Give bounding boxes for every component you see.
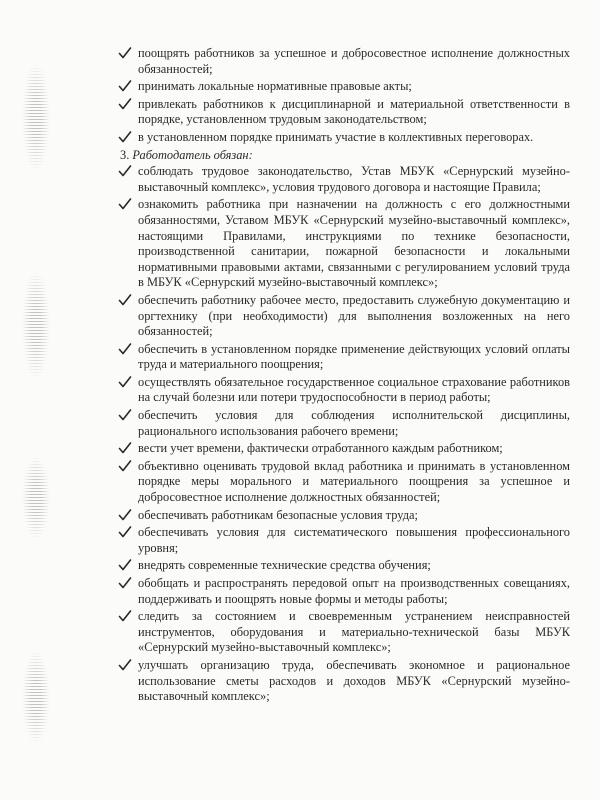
- list-item: [116, 459, 570, 506]
- checkmark-icon: [118, 46, 132, 61]
- list-item: [116, 508, 570, 524]
- list-item-text: привлекать работников к дисциплинарной и материальной ответственности в порядке, установленном трудовым законодательством;: [138, 96, 570, 127]
- scan-artifact: [22, 650, 50, 745]
- checkmark-icon: [118, 375, 132, 390]
- rights-list: [116, 46, 570, 146]
- list-item: [116, 342, 570, 373]
- duties-list: [116, 164, 570, 705]
- list-item: [116, 79, 570, 95]
- list-item-text: улучшать организацию труда, обеспечивать экономное и рациональное использование сметы расходов и доходов МБУК «Сернурский музейно-выставочный комплекс»;: [138, 657, 570, 704]
- list-item: [116, 46, 570, 77]
- section-number: 3.: [120, 147, 130, 162]
- checkmark-icon: [118, 164, 132, 179]
- list-item: [116, 197, 570, 291]
- scan-artifact: [22, 62, 50, 172]
- checkmark-icon: [118, 441, 132, 456]
- checkmark-icon: [118, 130, 132, 145]
- list-item: [116, 375, 570, 406]
- list-item-text: обеспечить работнику рабочее место, предоставить служебную документацию и оргтехнику (при необходимости) для выполнения возложенных на него обязанностей;: [138, 292, 570, 339]
- checkmark-icon: [118, 658, 132, 673]
- checkmark-icon: [118, 525, 132, 540]
- list-item-text: соблюдать трудовое законодательство, Устав МБУК «Сернурский музейно-выставочный комплекс», условия трудового договора и настоящие Правила;: [138, 164, 570, 194]
- checkmark-icon: [118, 79, 132, 94]
- list-item-text: вести учет времени, фактически отработанного каждым работником;: [138, 441, 503, 456]
- list-item-text: объективно оценивать трудовой вклад работника и принимать в установленном порядке меры морального и материального поощрения за успешное и добросовестное исполнение должностных обязанностей;: [138, 458, 570, 505]
- checkmark-icon: [118, 508, 132, 523]
- section-title: Работодатель обязан:: [132, 147, 253, 162]
- list-item: [116, 130, 570, 146]
- document-body: [116, 46, 570, 707]
- list-item-text: осуществлять обязательное государственное социальное страхование работников на случай болезни или потери трудоспособности в период работы;: [138, 374, 570, 405]
- list-item-text: обеспечить в установленном порядке применение действующих условий оплаты труда и материального поощрения;: [138, 341, 570, 372]
- checkmark-icon: [118, 293, 132, 308]
- section-heading: [116, 148, 570, 164]
- list-item-text: поощрять работников за успешное и добросовестное исполнение должностных обязанностей;: [138, 46, 570, 76]
- list-item-text: обобщать и распространять передовой опыт на производственных совещаниях, поддерживать и поощрять новые формы и методы работы;: [138, 576, 570, 606]
- scan-artifact: [22, 455, 50, 540]
- list-item: [116, 525, 570, 556]
- checkmark-icon: [118, 558, 132, 573]
- list-item: [116, 408, 570, 439]
- list-item-text: принимать локальные нормативные правовые акты;: [138, 79, 412, 94]
- list-item-text: обеспечивать работникам безопасные условия труда;: [138, 507, 418, 522]
- scan-artifact: [22, 270, 50, 380]
- list-item-text: обеспечить условия для соблюдения исполнительской дисциплины, рационального использования рабочего времени;: [138, 408, 570, 438]
- list-item-text: ознакомить работника при назначении на должность с его должностными обязанностями, Уставом МБУК «Сернурский музейно-выставочный комплекс», настоящими Правилами, инструкциями по технике безопасности, производственной санитарии, пожарной безопасности и локальными нормативными правовыми актами, связанными с регулированием условий труда в МБУК «Сернурский музейно-выставочный комплекс»;: [138, 197, 570, 290]
- checkmark-icon: [118, 342, 132, 357]
- list-item: [116, 576, 570, 607]
- list-item: [116, 164, 570, 195]
- list-item: [116, 97, 570, 128]
- checkmark-icon: [118, 576, 132, 591]
- list-item-text: следить за состоянием и своевременным устранением неисправностей инструментов, оборудования и материально-технической базы МБУК «Сернурский музейно-выставочный комплекс»;: [138, 609, 570, 655]
- list-item-text: в установленном порядке принимать участие в коллективных переговорах.: [138, 129, 534, 144]
- list-item-text: внедрять современные технические средства обучения;: [138, 558, 431, 573]
- checkmark-icon: [118, 197, 132, 212]
- list-item-text: обеспечивать условия для систематического повышения профессионального уровня;: [138, 525, 570, 555]
- list-item: [116, 293, 570, 340]
- list-item: [116, 441, 570, 457]
- checkmark-icon: [118, 408, 132, 423]
- list-item: [116, 658, 570, 705]
- list-item: [116, 558, 570, 574]
- checkmark-icon: [118, 459, 132, 474]
- list-item: [116, 609, 570, 656]
- checkmark-icon: [118, 609, 132, 624]
- checkmark-icon: [118, 97, 132, 112]
